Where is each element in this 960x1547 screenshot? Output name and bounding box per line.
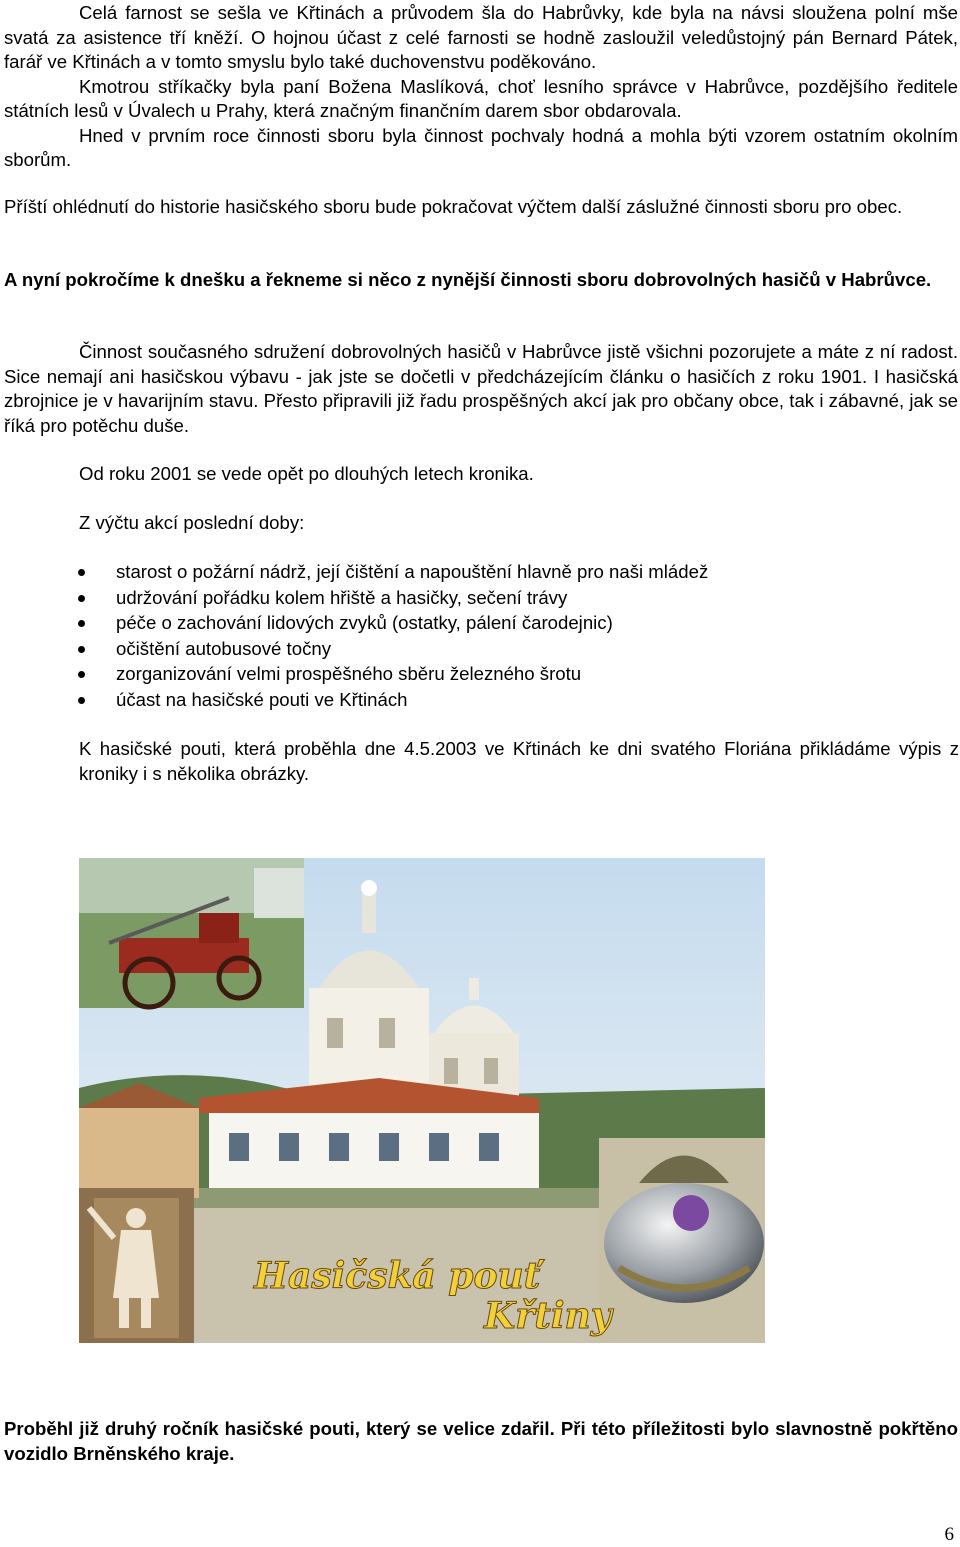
list-item [0, 636, 960, 662]
paragraph-godmother: Kmotrou stříkačky byla paní Božena Maslíková, choť lesního správce v Habrůvce, pozdějšího ředitele státních lesů v Úvalech u Prahy, která značným finančním darem sbor obdarovala. [4, 75, 958, 121]
pilgrimage-photo-collage [79, 858, 765, 1343]
headline-present-activity: A nyní pokročíme k dnešku a řekneme si něco z nynější činnosti sboru dobrovolných hasičů v Habrůvce. [4, 269, 932, 290]
list-item-text: zorganizování velmi prospěšného sběru železného šrotu [116, 663, 582, 685]
actions-list [0, 559, 960, 713]
fire-helmet-photo [599, 1138, 765, 1343]
list-item [0, 559, 960, 585]
bullet-icon [78, 620, 85, 627]
list-item-text: účast na hasičské pouti ve Křtinách [116, 688, 408, 710]
list-item [0, 585, 960, 611]
paragraph-current-activity: Činnost současného sdružení dobrovolných hasičů v Habrůvce jistě všichni pozorujete a máte z ní radost. Sice nemají ani hasičskou výbavu - jak jste se dočetli v předcházejícím článku o hasičích z roku 1901. I hasičská zbrojnice je v havarijním stavu. Přesto připravili již řadu prospěšných akcí jak pro občany obce, tak i zábavné, jak se říká pro potěchu duše. [4, 341, 958, 436]
bullet-icon [78, 671, 85, 678]
statue-photo [79, 1188, 194, 1343]
photo-caption-line2: Křtiny [484, 1295, 612, 1337]
pilgrimage-note: K hasičské pouti, která proběhla dne 4.5.2003 ve Křtinách ke dni svatého Floriána přikládáme výpis z kroniky i s několika obrázky. [79, 738, 959, 784]
closing-paragraph: Proběhl již druhý ročník hasičské pouti, který se velice zdařil. Při této příležitosti bylo slavnostně pokřtěno vozidlo Brněnského kraje. [4, 1418, 958, 1464]
list-item-text: starost o požární nádrž, její čištění a napouštění hlavně pro naši mládež [116, 561, 709, 582]
list-item [0, 661, 960, 687]
list-item [0, 610, 960, 636]
photo-caption-line1: Hasičská pouť [254, 1255, 541, 1297]
bullet-icon [78, 646, 85, 653]
page-number: 6 [944, 1524, 954, 1545]
history-section [4, 1, 958, 173]
list-item-text: udržování pořádku kolem hřiště a hasičky, sečení trávy [116, 586, 568, 608]
bullet-icon [78, 697, 85, 704]
list-item-text: očištění autobusové točny [116, 637, 331, 659]
chronicle-line: Od roku 2001 se vede opět po dlouhých letech kronika. [79, 463, 534, 484]
paragraph-first-year: Hned v prvním roce činnosti sboru byla činnost pochvaly hodná a mohla býti vzorem ostatním okolním sborům. [4, 124, 958, 170]
paragraph-mass: Celá farnost se sešla ve Křtinách a průvodem šla do Habrůvky, kde byla na návsi sloužena polní mše svatá za asistence tří kněží. O hojnou účast z celé farnosti se hodně zasloužil veledůstojný pán Bernard Pátek, farář ve Křtinách a v tomto smyslu bylo také duchovenstvu poděkováno. [4, 2, 958, 72]
inn-building [199, 1078, 539, 1198]
bullet-icon [78, 595, 85, 602]
paragraph-next-time: Příští ohlédnutí do historie hasičského sboru bude pokračovat výčtem další záslužné činnosti sboru pro obec. [4, 196, 903, 217]
list-item-text: péče o zachování lidových zvyků (ostatky, pálení čarodejnic) [116, 612, 613, 634]
bullet-icon [78, 569, 85, 576]
list-intro: Z výčtu akcí poslední doby: [79, 512, 305, 533]
fire-engine-photo [79, 858, 304, 1008]
list-item [0, 687, 960, 713]
